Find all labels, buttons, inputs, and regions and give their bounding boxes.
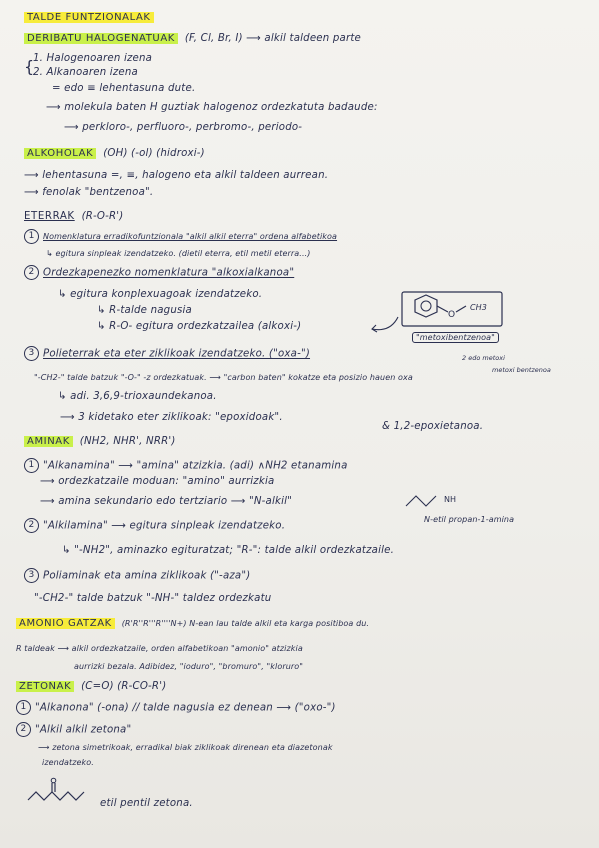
- curved-arrow-icon: [370, 315, 400, 335]
- aminak-item1: "Alkanamina" ⟶ "amina" atzizkia. (adi) ∧NH2 etanamina: [43, 460, 348, 472]
- number-1-badge: 1: [16, 700, 31, 715]
- aminak-heading-line: [24, 436, 176, 448]
- deribatu-heading-line: [24, 33, 361, 45]
- methoxybenzene-structure-icon: [400, 290, 520, 330]
- zetonak-item2-line: [16, 722, 131, 737]
- amonio-formula: (R'R''R'''R''''N+) N-ean lau talde alkil eta karga positiboa du.: [121, 619, 370, 628]
- number-2-badge: 2: [24, 518, 39, 533]
- aminak-item3: Poliaminak eta amina ziklikoak ("-aza"): [43, 570, 251, 582]
- deribatu-item1: 1. Halogenoaren izena: [33, 53, 153, 64]
- number-2-badge: 2: [16, 722, 31, 737]
- eterrak-item3-line: [24, 346, 310, 361]
- eterrak-item3e: & 1,2-epoxietanoa.: [382, 421, 484, 432]
- eterrak-item3c: ↳ adi. 3,6,9-trioxaundekanoa.: [58, 391, 217, 402]
- eterrak-heading-line: [24, 211, 123, 223]
- aminak-item1c: ⟶ amina sekundario edo tertziario ⟶ "N-alkil": [40, 496, 293, 507]
- amonio-heading: AMONIO GATZAK: [16, 618, 115, 629]
- number-3-badge: 3: [24, 346, 39, 361]
- ketone-skeleton-icon: [26, 778, 90, 808]
- eterrak-item1b: ↳ egitura sinpleak izendatzeko. (dietil eterra, etil metil eterra...): [46, 249, 311, 258]
- eterrak-item3d: ⟶ 3 kidetako eter ziklikoak: "epoxidoak".: [60, 412, 283, 423]
- deribatu-arrow1: ⟶ molekula baten H guztiak halogenoz ordezkatuta badaude:: [46, 102, 378, 113]
- aminak-item2: "Alkilamina" ⟶ egitura sinpleak izendatzeko.: [43, 520, 286, 532]
- zetonak-formula: (C=O) (R-CO-R'): [81, 681, 167, 692]
- number-1-badge: 1: [24, 229, 39, 244]
- zetonak-item1: "Alkanona" (-ona) // talde nagusia ez denean ⟶ ("oxo-"): [35, 702, 336, 714]
- struct-name: "metoxibentzenoa": [412, 332, 499, 343]
- aminak-item1-line: [24, 458, 348, 473]
- eterrak-item1: Nomenklatura erradikofuntzionala "alkil alkil eterra" ordena alfabetikoa: [43, 232, 338, 241]
- number-1-badge: 1: [24, 458, 39, 473]
- zetonak-item2: "Alkil alkil zetona": [35, 724, 132, 736]
- deribatu-formula: (F, Cl, Br, I) ⟶ alkil taldeen parte: [184, 33, 362, 44]
- zetonak-heading-line: [16, 681, 166, 693]
- alkoholak-arrow1: ⟶ lehentasuna =, ≡, halogeno eta alkil taldeen aurrean.: [24, 170, 329, 181]
- eterrak-formula: (R-O-R'): [81, 211, 124, 222]
- zetonak-item2c: izendatzeko.: [42, 758, 94, 767]
- number-3-badge: 3: [24, 568, 39, 583]
- amonio-heading-line: [16, 618, 369, 630]
- zetonak-example: etil pentil zetona.: [100, 798, 193, 809]
- eterrak-item2: Ordezkapenezko nomenklatura "alkoxialkanoa": [43, 267, 295, 279]
- eterrak-item3b: "-CH2-" talde batzuk "-O-" -z ordezkatuak. ⟶ "carbon baten" kokatze eta posizio hauen oxa: [34, 373, 413, 382]
- eterrak-item2b: ↳ egitura konplexuagoak izendatzeko.: [58, 289, 263, 300]
- eterrak-heading: ETERRAK: [24, 211, 75, 222]
- deribatu-rule: = edo ≡ lehentasuna dute.: [52, 83, 196, 94]
- eterrak-item3: Polieterrak eta eter ziklikoak izendatzeko. ("oxa-"): [43, 348, 311, 360]
- amine-skeleton-icon: [404, 492, 474, 508]
- eterrak-item2c: ↳ R-talde nagusia: [97, 305, 192, 316]
- struct-ch3-label: CH3: [470, 303, 487, 312]
- alkoholak-heading-line: [24, 148, 205, 160]
- aminak-item3b: "-CH2-" talde batzuk "-NH-" taldez ordezkatu: [34, 593, 272, 604]
- aminak-item2-line: [24, 518, 285, 533]
- aminak-item1b: ⟶ ordezkatzaile moduan: "amino" aurrizkia: [40, 476, 275, 487]
- aminak-heading: AMINAK: [24, 436, 73, 447]
- struct-name-line: [412, 332, 499, 344]
- zetonak-item2b: ⟶ zetona simetrikoak, erradikal biak ziklikoak direnean eta diazetonak: [38, 743, 333, 752]
- aminak-formula: (NH2, NHR', NRR'): [79, 436, 176, 447]
- svg-text:NH: NH: [444, 495, 456, 504]
- page-title: TALDE FUNTZIONALAK: [24, 12, 154, 24]
- zetonak-item1-line: [16, 700, 336, 715]
- struct-note2: metoxi bentzenoa: [492, 366, 551, 374]
- brace-symbol: {: [24, 57, 35, 76]
- aminak-item3-line: [24, 568, 250, 583]
- aminak-item2b: ↳ "-NH2", aminazko egituratzat; "R-": talde alkil ordezkatzaile.: [62, 545, 395, 556]
- eterrak-item2d: ↳ R-O- egitura ordezkatzailea (alkoxi-): [97, 321, 302, 332]
- amonio-line3: aurrizki bezala. Adibidez, "ioduro", "bromuro", "kloruro": [74, 662, 304, 671]
- alkoholak-arrow2: ⟶ fenolak "bentzenoa".: [24, 187, 154, 198]
- struct-note: 2 edo metoxi: [462, 354, 505, 362]
- deribatu-heading: DERIBATU HALOGENATUAK: [24, 33, 178, 44]
- deribatu-arrow2: ⟶ perkloro-, perfluoro-, perbromo-, periodo-: [64, 122, 303, 133]
- aminak-item1d: N-etil propan-1-amina: [424, 515, 515, 524]
- eterrak-item2-line: [24, 265, 294, 280]
- zetonak-heading: ZETONAK: [16, 681, 74, 692]
- alkoholak-formula: (OH) (-ol) (hidroxi-): [103, 148, 205, 159]
- svg-text:O: O: [448, 310, 456, 320]
- number-2-badge: 2: [24, 265, 39, 280]
- deribatu-item2: 2. Alkanoaren izena: [33, 67, 138, 78]
- amonio-line2: R taldeak ⟶ alkil ordezkatzaile, orden alfabetikoan "amonio" atzizkia: [16, 644, 303, 653]
- alkoholak-heading: ALKOHOLAK: [24, 148, 96, 159]
- eterrak-item1-line: [24, 229, 337, 244]
